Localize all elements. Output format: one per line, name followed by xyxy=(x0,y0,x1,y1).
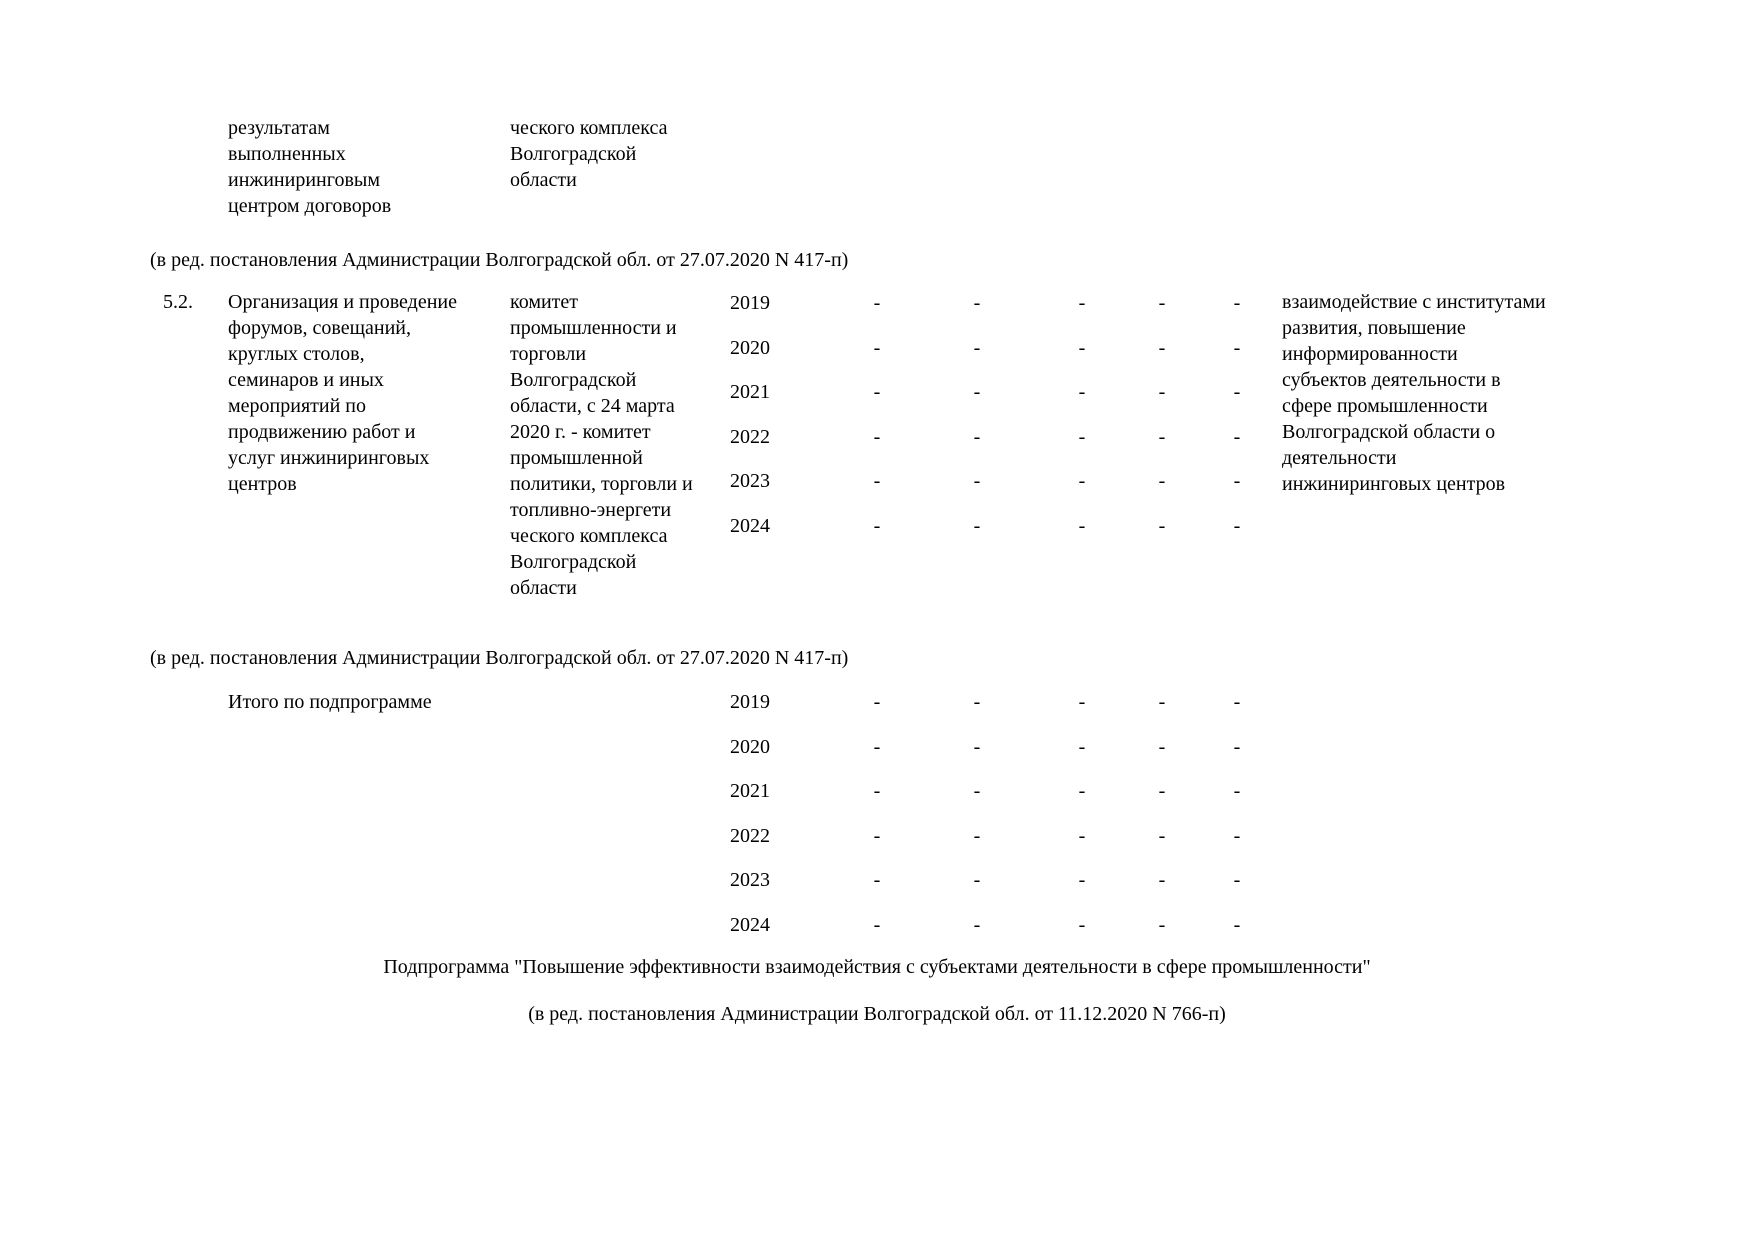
value-dash: - xyxy=(1078,691,1086,713)
value-dash: - xyxy=(873,691,881,713)
row-executor-text: комитет промышленности и торговли Волгоградской области, с 24 марта 2020 г. - комитет промышленной политики, торговли и топливно-энергети ческого комплекса Волгоградской области xyxy=(510,291,693,599)
value-dash: - xyxy=(1158,336,1166,359)
value-dash: - xyxy=(1233,336,1241,359)
year-label: 2023 xyxy=(730,869,770,892)
value-dash: - xyxy=(973,691,981,713)
value-dash: - xyxy=(873,336,881,359)
year-row xyxy=(730,778,1290,823)
value-dash: - xyxy=(973,514,981,537)
value-dash: - xyxy=(1078,514,1086,537)
year-label: 2024 xyxy=(730,913,770,936)
value-dash: - xyxy=(1233,381,1241,404)
value-dash: - xyxy=(1158,735,1166,758)
value-dash: - xyxy=(1158,869,1166,892)
value-dash: - xyxy=(873,869,881,892)
value-dash: - xyxy=(873,425,881,448)
value-dash: - xyxy=(973,780,981,803)
year-label: 2022 xyxy=(730,425,770,448)
value-dash: - xyxy=(1233,780,1241,803)
year-row xyxy=(730,290,1290,335)
value-dash: - xyxy=(1078,292,1086,314)
value-dash: - xyxy=(1158,824,1166,847)
value-dash: - xyxy=(973,824,981,847)
value-dash: - xyxy=(1158,381,1166,404)
continuation-result-column: результатам выполненных инжиниринговым центром договоров xyxy=(228,117,392,217)
value-dash: - xyxy=(1233,735,1241,758)
year-row xyxy=(730,468,1290,513)
year-label: 2021 xyxy=(730,780,770,803)
value-dash: - xyxy=(1233,869,1241,892)
value-dash: - xyxy=(1078,869,1086,892)
value-dash: - xyxy=(1158,780,1166,803)
value-dash: - xyxy=(873,470,881,493)
value-dash: - xyxy=(1078,824,1086,847)
value-dash: - xyxy=(1233,425,1241,448)
value-dash: - xyxy=(1158,691,1166,713)
value-dash: - xyxy=(873,735,881,758)
year-row xyxy=(730,335,1290,380)
value-dash: - xyxy=(973,913,981,936)
value-dash: - xyxy=(1233,691,1241,713)
year-row xyxy=(730,379,1290,424)
year-row xyxy=(730,689,1290,734)
year-label: 2021 xyxy=(730,381,770,404)
value-dash: - xyxy=(973,869,981,892)
value-dash: - xyxy=(973,381,981,404)
year-row xyxy=(730,424,1290,469)
value-dash: - xyxy=(1078,425,1086,448)
year-row xyxy=(730,513,1290,558)
row-activity-text: Организация и проведение форумов, совещаний, круглых столов, семинаров и иных мероприятий по продвижению работ и услуг инжиниринговых центров xyxy=(228,291,457,495)
value-dash: - xyxy=(973,292,981,314)
value-dash: - xyxy=(873,824,881,847)
value-dash: - xyxy=(873,913,881,936)
value-dash: - xyxy=(1078,913,1086,936)
value-dash: - xyxy=(1078,381,1086,404)
row-5-2-year-grid xyxy=(730,290,1290,558)
year-row xyxy=(730,912,1290,957)
year-row xyxy=(730,734,1290,779)
value-dash: - xyxy=(1078,735,1086,758)
subprogram-title: Подпрограмма "Повышение эффективности взаимодействия с субъектами деятельности в сфере промышленности" xyxy=(383,956,1371,978)
value-dash: - xyxy=(1078,336,1086,359)
value-dash: - xyxy=(1233,913,1241,936)
value-dash: - xyxy=(873,292,881,314)
totals-label: Итого по подпрограмме xyxy=(228,691,432,713)
value-dash: - xyxy=(1233,470,1241,493)
value-dash: - xyxy=(973,425,981,448)
year-row xyxy=(730,823,1290,868)
value-dash: - xyxy=(1158,425,1166,448)
value-dash: - xyxy=(1078,470,1086,493)
year-label: 2024 xyxy=(730,514,770,537)
value-dash: - xyxy=(1158,913,1166,936)
year-label: 2020 xyxy=(730,336,770,359)
value-dash: - xyxy=(973,735,981,758)
amendment-note-1: (в ред. постановления Администрации Волгоградской обл. от 27.07.2020 N 417-п) xyxy=(150,249,849,271)
value-dash: - xyxy=(973,336,981,359)
value-dash: - xyxy=(1158,470,1166,493)
row-number: 5.2. xyxy=(163,291,193,313)
value-dash: - xyxy=(1078,780,1086,803)
year-label: 2020 xyxy=(730,735,770,758)
value-dash: - xyxy=(1233,824,1241,847)
continuation-executor-column: ческого комплекса Волгоградской области xyxy=(510,117,668,191)
year-label: 2022 xyxy=(730,824,770,847)
value-dash: - xyxy=(873,381,881,404)
totals-year-grid xyxy=(730,689,1290,957)
amendment-note-2: (в ред. постановления Администрации Волгоградской обл. от 27.07.2020 N 417-п) xyxy=(150,647,849,669)
value-dash: - xyxy=(1233,292,1241,314)
row-expected-result-text: взаимодействие с институтами развития, повышение информированности субъектов деятельности в сфере промышленности Волгоградской области о деятельности инжиниринговых центров xyxy=(1282,291,1546,495)
value-dash: - xyxy=(1233,514,1241,537)
value-dash: - xyxy=(873,514,881,537)
value-dash: - xyxy=(973,470,981,493)
year-row xyxy=(730,867,1290,912)
year-label: 2023 xyxy=(730,470,770,493)
year-label: 2019 xyxy=(730,292,770,314)
year-label: 2019 xyxy=(730,691,770,713)
value-dash: - xyxy=(873,780,881,803)
amendment-note-3: (в ред. постановления Администрации Волгоградской обл. от 11.12.2020 N 766-п) xyxy=(528,1003,1226,1025)
value-dash: - xyxy=(1158,292,1166,314)
value-dash: - xyxy=(1158,514,1166,537)
